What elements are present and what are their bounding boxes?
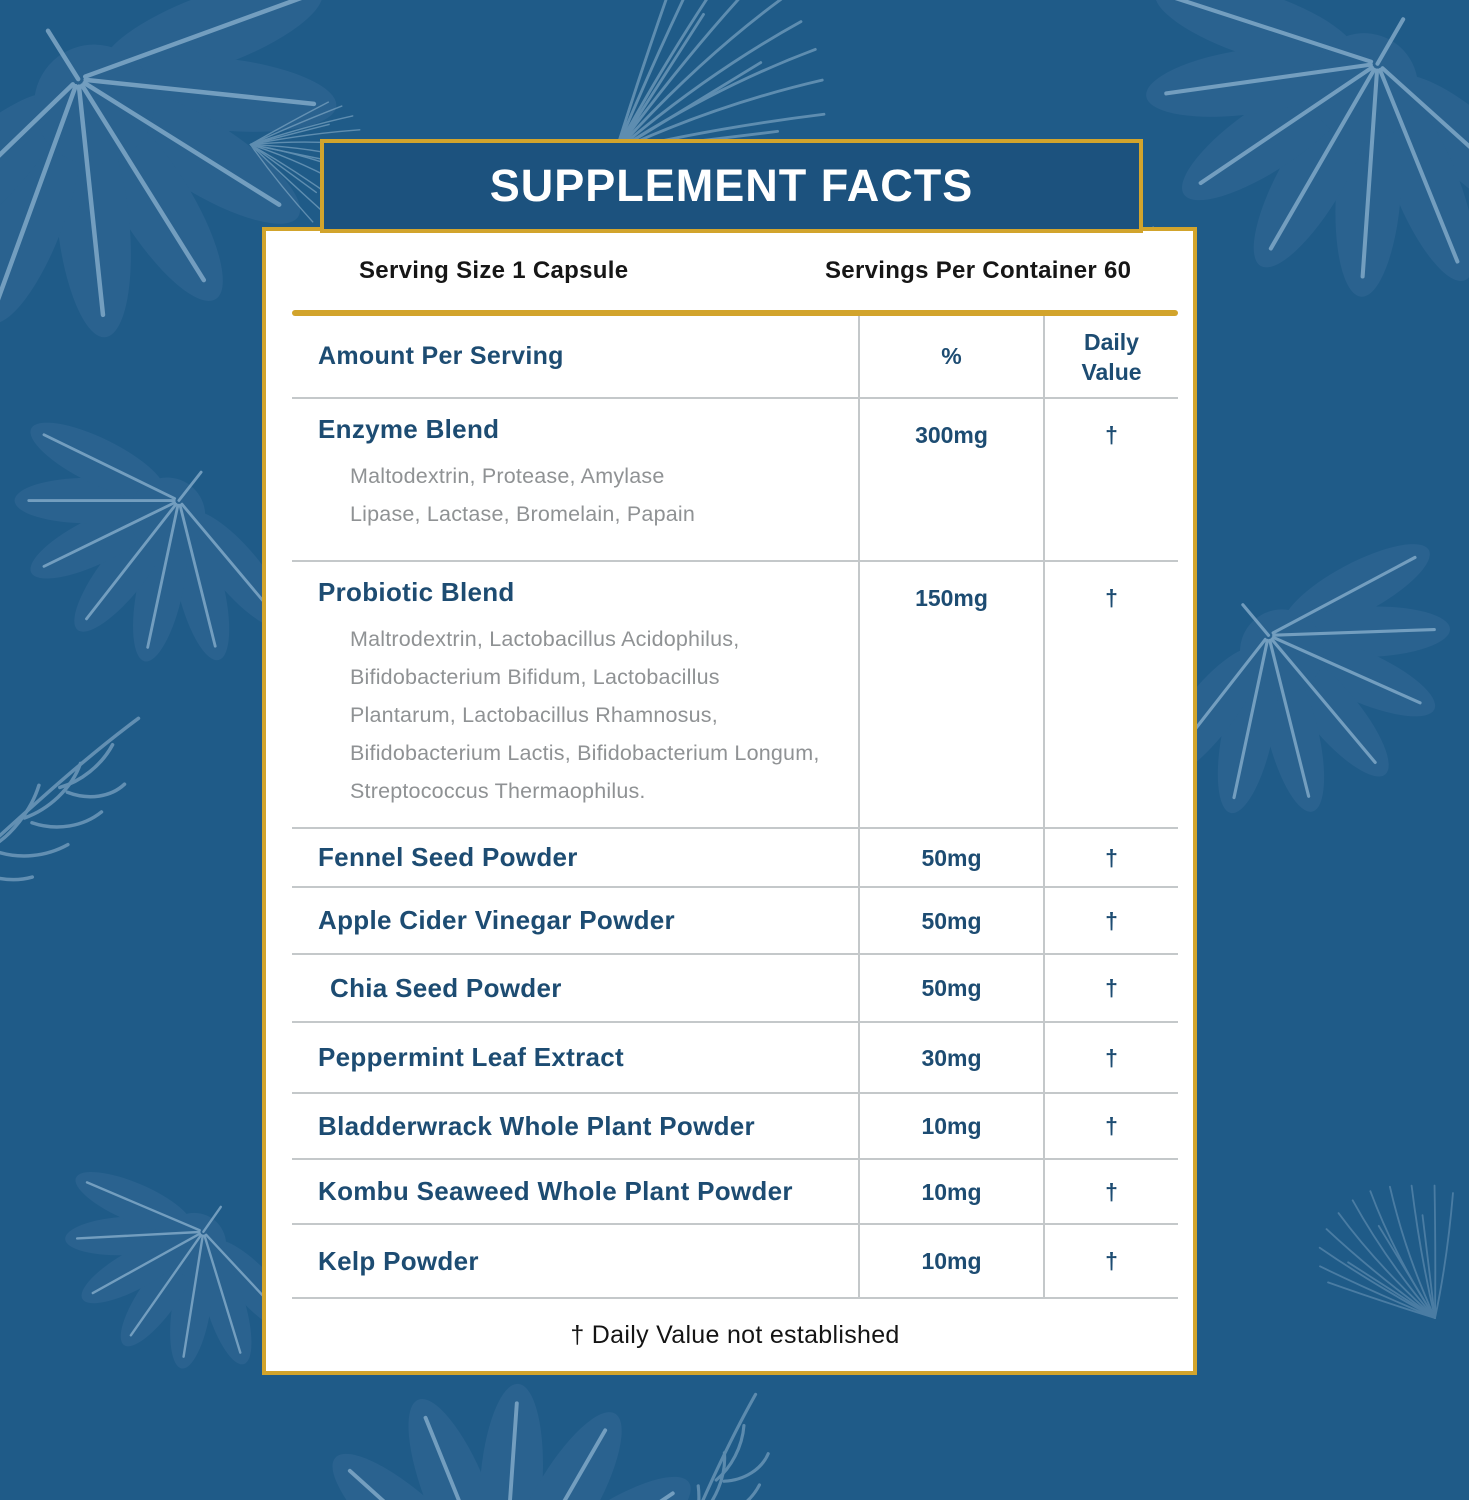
ingredient-name: Probiotic Blend — [318, 577, 515, 607]
page-title: SUPPLEMENT FACTS — [489, 160, 974, 211]
table-header-row — [292, 316, 1178, 397]
title-box — [320, 139, 1143, 233]
daily-value-mark: † — [1043, 399, 1178, 560]
daily-value-mark: † — [1043, 1225, 1178, 1297]
ingredient-name: Enzyme Blend — [318, 414, 500, 444]
daily-value-mark: † — [1043, 1094, 1178, 1158]
column-header-percent: % — [858, 316, 1043, 397]
blend-sub-ingredients: Plantarum, Lactobacillus Rhamnosus, — [350, 703, 718, 727]
table-row-peppermint-leaf-extract — [292, 1021, 1178, 1092]
facts-card — [262, 227, 1197, 1375]
ingredient-amount: 150mg — [858, 562, 1043, 827]
table-footer-row — [292, 1297, 1178, 1371]
ingredient-name: Bladderwrack Whole Plant Powder — [318, 1110, 755, 1141]
daily-value-mark: † — [1043, 1160, 1178, 1223]
ingredient-name: Apple Cider Vinegar Powder — [318, 905, 675, 935]
blend-sub-ingredients: Streptococcus Thermaophilus. — [350, 779, 646, 803]
ingredient-amount: 10mg — [858, 1225, 1043, 1297]
daily-value-mark: † — [1043, 562, 1178, 827]
ingredient-name: Kelp Powder — [318, 1245, 479, 1276]
ingredient-amount: 50mg — [858, 829, 1043, 886]
blend-sub-ingredients: Bifidobacterium Bifidum, Lactobacillus — [350, 665, 720, 689]
ingredient-name: Kombu Seaweed Whole Plant Powder — [318, 1176, 793, 1206]
facts-table — [292, 316, 1178, 1371]
blend-sub-ingredients: Maltodextrin, Protease, Amylase — [350, 464, 665, 488]
table-row-chia-seed-powder — [292, 953, 1178, 1021]
ingredient-amount: 50mg — [858, 955, 1043, 1021]
table-row-probiotic-blend — [292, 560, 1178, 827]
ingredient-name: Fennel Seed Powder — [318, 842, 578, 872]
column-header-amount-per-serving: Amount Per Serving — [318, 342, 564, 370]
daily-value-mark: † — [1043, 888, 1178, 953]
daily-value-mark: † — [1043, 955, 1178, 1021]
blend-sub-ingredients: Bifidobacterium Lactis, Bifidobacterium Longum, — [350, 741, 820, 765]
table-row-kombu-seaweed-whole-plant-powder — [292, 1158, 1178, 1223]
servings-per-container-label: Servings Per Container 60 — [825, 256, 1132, 284]
serving-row — [266, 231, 1193, 310]
ingredient-amount: 50mg — [858, 888, 1043, 953]
serving-size-label: Serving Size 1 Capsule — [359, 256, 629, 284]
ingredient-amount: 10mg — [858, 1094, 1043, 1158]
blend-sub-ingredients: Lipase, Lactase, Bromelain, Papain — [350, 502, 696, 526]
daily-value-mark: † — [1043, 829, 1178, 886]
table-row-apple-cider-vinegar-powder — [292, 886, 1178, 953]
daily-value-mark: † — [1043, 1023, 1178, 1092]
table-row-bladderwrack-whole-plant-powder — [292, 1092, 1178, 1158]
table-row-enzyme-blend — [292, 397, 1178, 560]
ingredient-amount: 10mg — [858, 1160, 1043, 1223]
ingredient-amount: 300mg — [858, 399, 1043, 560]
blend-sub-ingredients: Maltrodextrin, Lactobacillus Acidophilus, — [350, 627, 740, 651]
table-row-kelp-powder — [292, 1223, 1178, 1297]
ingredient-name: Chia Seed Powder — [330, 972, 562, 1003]
ingredient-amount: 30mg — [858, 1023, 1043, 1092]
ingredient-name: Peppermint Leaf Extract — [318, 1042, 624, 1072]
column-header-daily-value: Daily Value — [1043, 316, 1178, 397]
table-row-fennel-seed-powder — [292, 827, 1178, 886]
footnote: † Daily Value not established — [570, 1320, 900, 1349]
